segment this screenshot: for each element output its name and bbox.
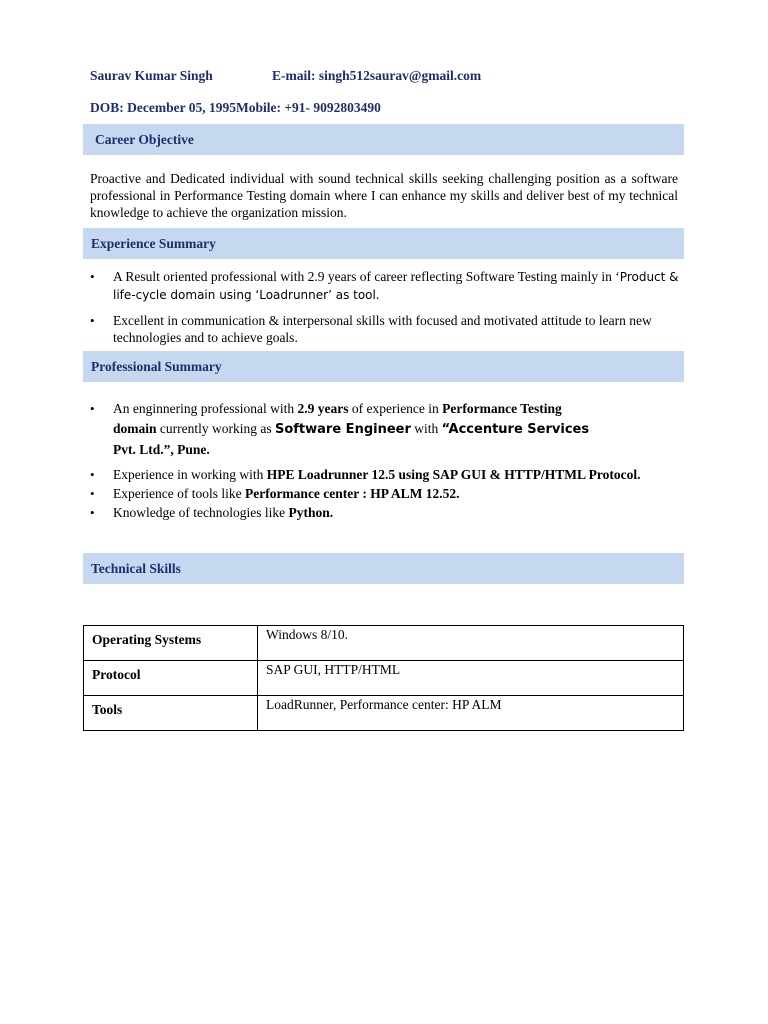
table-row	[84, 661, 684, 696]
list-item: • Experience in working with HPE Loadrunner 12.5 using SAP GUI & HTTP/HTML Protocol.	[90, 466, 680, 483]
table-row	[84, 626, 684, 661]
technical-skills-table	[83, 625, 684, 731]
skill-label: Operating Systems	[84, 626, 258, 661]
list-item: • Knowledge of technologies like Python.	[90, 504, 680, 521]
table-row	[84, 696, 684, 731]
list-item: • Experience of tools like Performance center : HP ALM 12.52.	[90, 485, 680, 502]
career-objective-title: Career Objective	[95, 132, 194, 147]
mobile-number: Mobile: +91- 9092803490	[236, 100, 381, 115]
technical-skills-title: Technical Skills	[91, 561, 181, 576]
career-objective-header	[83, 124, 684, 155]
professional-summary-title: Professional Summary	[91, 359, 222, 374]
experience-summary-list	[90, 268, 680, 346]
product-domain-text: Product & life-cycle domain using ‘Loadrunner’ as tool	[113, 270, 679, 302]
technical-skills-header	[83, 553, 684, 584]
list-item: • An enginnering professional with 2.9 years of experience in Performance Testing domain currently working as Software Engineer with “Accenture Services Pvt. Ltd.”, Pune.	[90, 399, 680, 460]
career-objective-text: Proactive and Dedicated individual with sound technical skills seeking challenging position as a software professional in Performance Testing domain where I can enhance my skills and deliver best of my technical knowledge to achieve the organization mission.	[90, 171, 678, 220]
skill-label: Protocol	[84, 661, 258, 696]
skill-value: SAP GUI, HTTP/HTML	[258, 661, 684, 696]
job-title: Software Engineer	[274, 422, 411, 437]
list-item: • Excellent in communication & interpersonal skills with focused and motivated attitude to learn new technologies and to achieve goals.	[90, 312, 680, 346]
professional-summary-header	[83, 351, 684, 382]
professional-summary-list	[90, 399, 680, 521]
candidate-name: Saurav Kumar Singh	[90, 68, 213, 83]
date-of-birth: DOB: December 05, 1995	[90, 100, 236, 115]
skill-value: LoadRunner, Performance center: HP ALM	[258, 696, 684, 731]
list-item: • A Result oriented professional with 2.9 years of career reflecting Software Testing mainly in ‘Product & life-cycle domain using ‘Loadrunner’ as tool.	[90, 268, 680, 304]
skill-label: Tools	[84, 696, 258, 731]
email: E-mail: singh512saurav@gmail.com	[272, 68, 482, 83]
experience-summary-header	[83, 228, 684, 259]
experience-summary-title: Experience Summary	[91, 236, 216, 251]
skill-value: Windows 8/10.	[258, 626, 684, 661]
company-name: “Accenture Services	[441, 422, 590, 437]
